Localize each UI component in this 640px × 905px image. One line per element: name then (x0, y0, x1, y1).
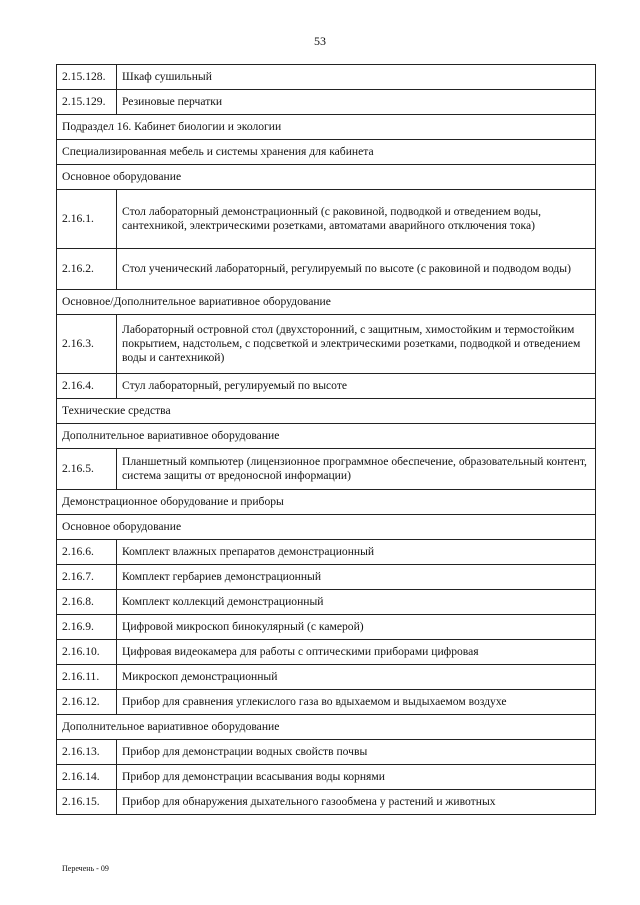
item-description: Прибор для обнаружения дыхательного газообмена у растений и животных (117, 790, 596, 815)
item-number: 2.16.8. (57, 590, 117, 615)
item-number: 2.16.5. (57, 449, 117, 490)
item-description: Цифровая видеокамера для работы с оптическими приборами цифровая (117, 640, 596, 665)
section-heading: Специализированная мебель и системы хранения для кабинета (57, 140, 596, 165)
table-row (57, 740, 596, 765)
table-row (57, 615, 596, 640)
table-row (57, 374, 596, 399)
item-description: Лабораторный островной стол (двухсторонний, с защитным, химостойким и термостойким покрытием, надстольем, с подсветкой и электрическими розетками, подводкой и отведением воды и сантехникой) (117, 315, 596, 374)
item-number: 2.16.1. (57, 190, 117, 249)
footer-text: Перечень - 09 (62, 864, 109, 873)
table-row (57, 665, 596, 690)
item-number: 2.16.7. (57, 565, 117, 590)
item-description: Планшетный компьютер (лицензионное программное обеспечение, образовательный контент, система защиты от вредоносной информации) (117, 449, 596, 490)
item-number: 2.15.128. (57, 65, 117, 90)
item-number: 2.16.4. (57, 374, 117, 399)
item-description: Микроскоп демонстрационный (117, 665, 596, 690)
section-heading: Дополнительное вариативное оборудование (57, 715, 596, 740)
section-row (57, 715, 596, 740)
item-description: Стол ученический лабораторный, регулируемый по высоте (с раковиной и подводом воды) (117, 249, 596, 290)
table-row (57, 449, 596, 490)
table-row (57, 590, 596, 615)
section-heading: Основное оборудование (57, 515, 596, 540)
item-number: 2.16.14. (57, 765, 117, 790)
table-row (57, 249, 596, 290)
item-number: 2.16.13. (57, 740, 117, 765)
item-number: 2.16.11. (57, 665, 117, 690)
item-description: Прибор для сравнения углекислого газа во вдыхаемом и выдыхаемом воздухе (117, 690, 596, 715)
section-row (57, 290, 596, 315)
table-row (57, 790, 596, 815)
item-number: 2.16.3. (57, 315, 117, 374)
item-description: Стол лабораторный демонстрационный (с раковиной, подводкой и отведением воды, сантехникой, электрическими розетками, автоматами аварийного отключения тока) (117, 190, 596, 249)
item-number: 2.16.12. (57, 690, 117, 715)
item-number: 2.16.10. (57, 640, 117, 665)
item-number: 2.16.6. (57, 540, 117, 565)
section-row (57, 165, 596, 190)
item-description: Шкаф сушильный (117, 65, 596, 90)
section-row (57, 515, 596, 540)
table-row (57, 190, 596, 249)
item-number: 2.16.2. (57, 249, 117, 290)
section-row (57, 399, 596, 424)
item-number: 2.15.129. (57, 90, 117, 115)
section-row (57, 490, 596, 515)
table-row (57, 315, 596, 374)
equipment-table (56, 64, 596, 815)
item-description: Цифровой микроскоп бинокулярный (с камерой) (117, 615, 596, 640)
item-number: 2.16.15. (57, 790, 117, 815)
table-row (57, 90, 596, 115)
section-heading: Основное оборудование (57, 165, 596, 190)
section-row (57, 115, 596, 140)
table-row (57, 65, 596, 90)
section-heading: Подраздел 16. Кабинет биологии и экологии (57, 115, 596, 140)
section-heading: Технические средства (57, 399, 596, 424)
table-row (57, 640, 596, 665)
item-description: Стул лабораторный, регулируемый по высоте (117, 374, 596, 399)
section-heading: Демонстрационное оборудование и приборы (57, 490, 596, 515)
item-description: Прибор для демонстрации водных свойств почвы (117, 740, 596, 765)
item-number: 2.16.9. (57, 615, 117, 640)
section-heading: Дополнительное вариативное оборудование (57, 424, 596, 449)
item-description: Комплект влажных препаратов демонстрационный (117, 540, 596, 565)
item-description: Комплект коллекций демонстрационный (117, 590, 596, 615)
page-number: 53 (314, 34, 326, 48)
section-row (57, 424, 596, 449)
section-row (57, 140, 596, 165)
table-row (57, 765, 596, 790)
item-description: Прибор для демонстрации всасывания воды корнями (117, 765, 596, 790)
table-row (57, 540, 596, 565)
table-row (57, 690, 596, 715)
table-body (57, 65, 596, 815)
section-heading: Основное/Дополнительное вариативное оборудование (57, 290, 596, 315)
table-row (57, 565, 596, 590)
item-description: Резиновые перчатки (117, 90, 596, 115)
item-description: Комплект гербариев демонстрационный (117, 565, 596, 590)
